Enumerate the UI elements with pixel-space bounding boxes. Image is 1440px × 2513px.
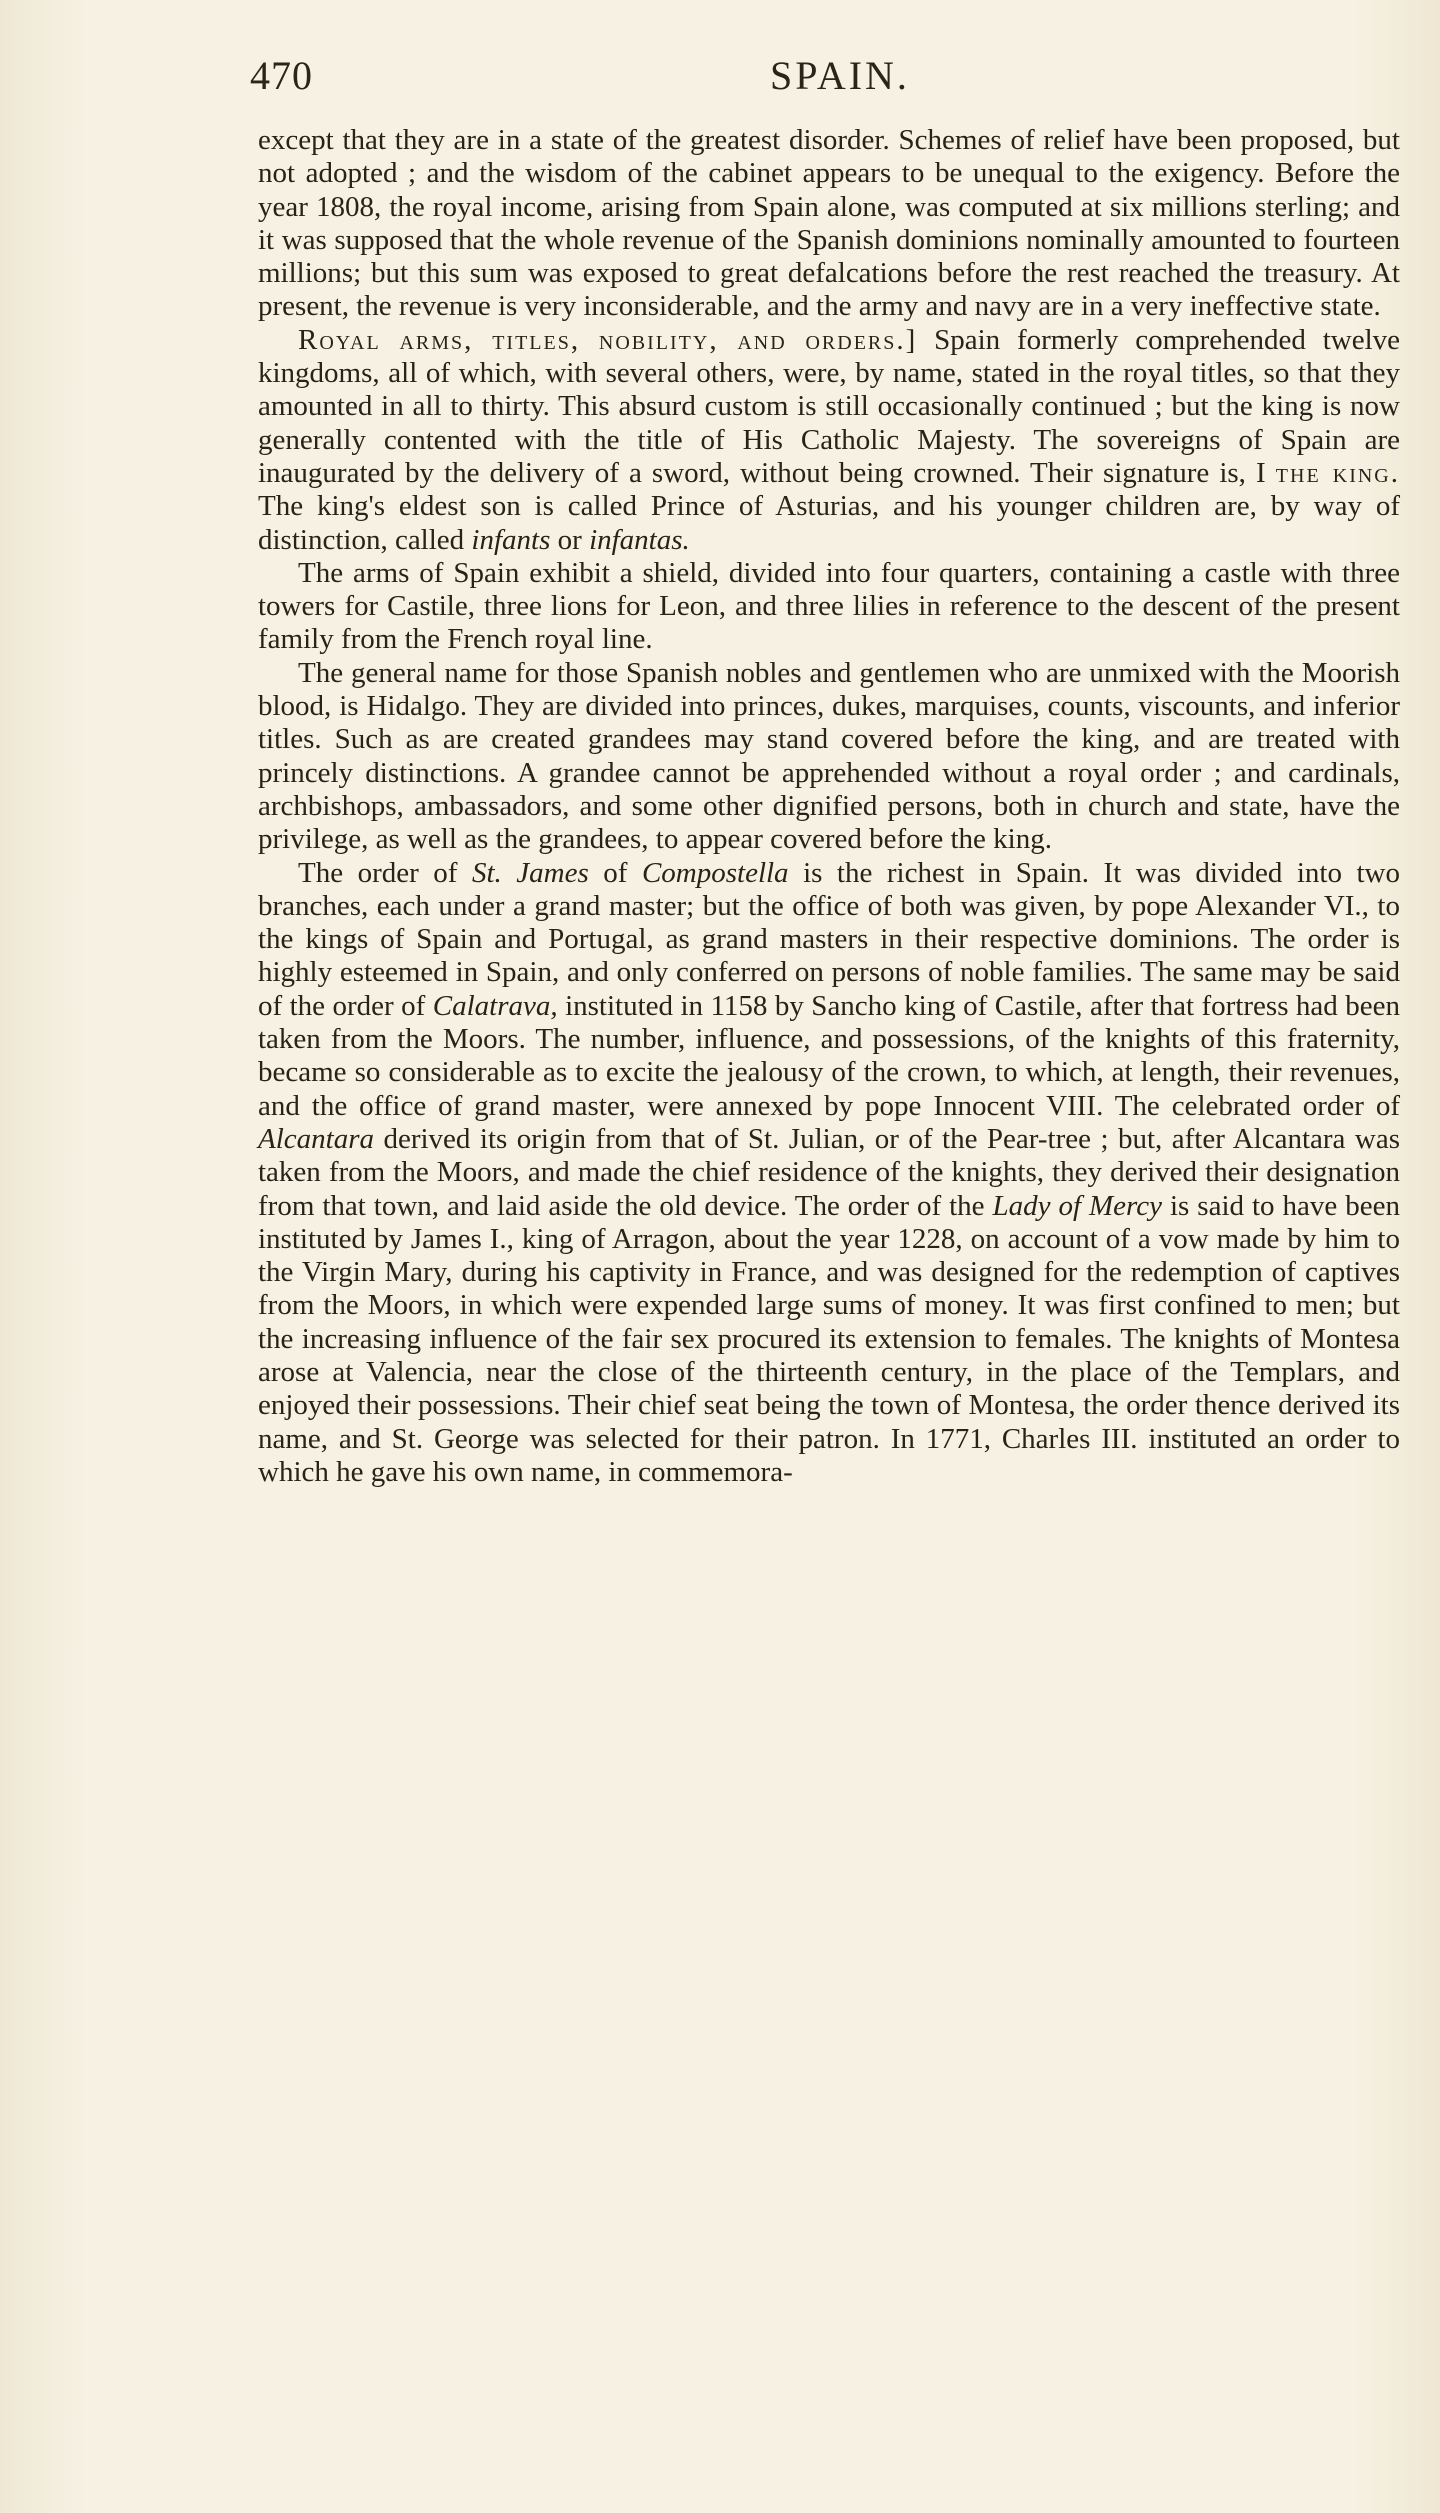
- term-calatrava: Calatrava,: [432, 989, 558, 1022]
- page-header: [250, 52, 1400, 112]
- paragraph-finances: except that they are in a state of the greatest disorder. Schemes of relief have been proposed, but not adopted ; and the wisdom of the cabinet appears to be unequal to the exigency. Before the year 1808, the royal income, arising from Spain alone, was computed at six millions sterling; and it was supposed that the whole revenue of the Spanish dominions nominally amounted to fourteen millions; but this sum was exposed to great defalcations before the rest reached the treasury. At present, the revenue is very inconsiderable, and the army and navy are in a very ineffective state.: [258, 124, 1400, 323]
- term-lady-of-mercy: Lady of Mercy: [992, 1189, 1162, 1222]
- term-compostella: Compostella: [641, 856, 789, 889]
- body-text: [258, 124, 1400, 1489]
- paragraph-orders: [258, 857, 1400, 1490]
- term-infants: infants: [471, 523, 551, 556]
- text-run: Spain formerly comprehended twelve kingdoms, all of which, with several others, were, by name, stated in the royal titles, so that they amounted in all to thirty. This absurd custom is still occasionally continued ; but the king is now generally contented with the title of His Catholic Majesty. The sovereigns of Spain are inaugurated by the delivery of a sword, without being crowned. Their signature is, I: [258, 323, 1401, 489]
- text-run: The order of: [298, 856, 472, 889]
- royal-signature: the king.: [1275, 456, 1400, 489]
- term-st-james: St. James: [471, 856, 589, 889]
- text-run: instituted in 1158 by Sancho king of Castile, after that fortress had been taken from the Moors. The number, influence, and possessions, of the knights of this fraternity, became so considerable as to excite the jealousy of the crown, to which, at length, their revenues, and the office of grand master, were annexed by pope Innocent VIII. The celebrated order of: [258, 989, 1400, 1122]
- running-head: SPAIN.: [770, 53, 910, 98]
- section-heading-royal-arms: Royal arms, titles, nobility, and orders.]: [298, 323, 918, 356]
- paragraph-nobility: The general name for those Spanish nobles and gentlemen who are unmixed with the Moorish blood, is Hidalgo. They are divided into princes, dukes, marquises, counts, viscounts, and inferior titles. Such as are created grandees may stand covered before the king, and are treated with princely distinctions. A grandee cannot be apprehended without a royal order ; and cardinals, archbishops, ambassadors, and some other dignified persons, both in church and state, have the privilege, as well as the grandees, to appear covered before the king.: [258, 656, 1400, 856]
- term-infantas: infantas.: [589, 523, 690, 556]
- text-run: is said to have been instituted by James I., king of Arragon, about the year 1228, on account of a vow made by him to the Virgin Mary, during his captivity in France, and was designed for the redemption of captives from the Moors, in which were expended large sums of money. It was first confined to men; but the increasing influence of the fair sex procured its extension to females. The knights of Montesa arose at Valencia, near the close of the thirteenth century, in the place of the Templars, and enjoyed their possessions. Their chief seat being the town of Montesa, the order thence derived its name, and St. George was selected for their patron. In 1771, Charles III. instituted an order to which he gave his own name, in commemora-: [258, 1189, 1400, 1488]
- text-run: of: [588, 856, 642, 889]
- term-alcantara: Alcantara: [258, 1122, 374, 1155]
- text-run: The king's eldest son is called Prince of Asturias, and his younger children are, by way of distinction, called: [258, 490, 1400, 556]
- text-run: is the richest in Spain. It was divided into two branches, each under a grand master; but the office of both was given, by pope Alexander VI., to the kings of Spain and Portugal, as grand masters in their respective dominions. The order is highly esteemed in Spain, and only conferred on persons of noble families. The same may be said of the order of: [258, 856, 1400, 1022]
- paragraph-royal-titles: [258, 324, 1400, 557]
- page-number: 470: [250, 53, 313, 98]
- text-run: derived its origin from that of St. Julian, or of the Pear-tree ; but, after Alcantara was taken from the Moors, and made the chief residence of the knights, they derived their designation from that town, and laid aside the old device. The order of the: [258, 1122, 1400, 1222]
- paragraph-arms: The arms of Spain exhibit a shield, divided into four quarters, containing a castle with three towers for Castile, three lions for Leon, and three lilies in reference to the descent of the present family from the French royal line.: [258, 556, 1400, 656]
- text-run: or: [550, 523, 590, 556]
